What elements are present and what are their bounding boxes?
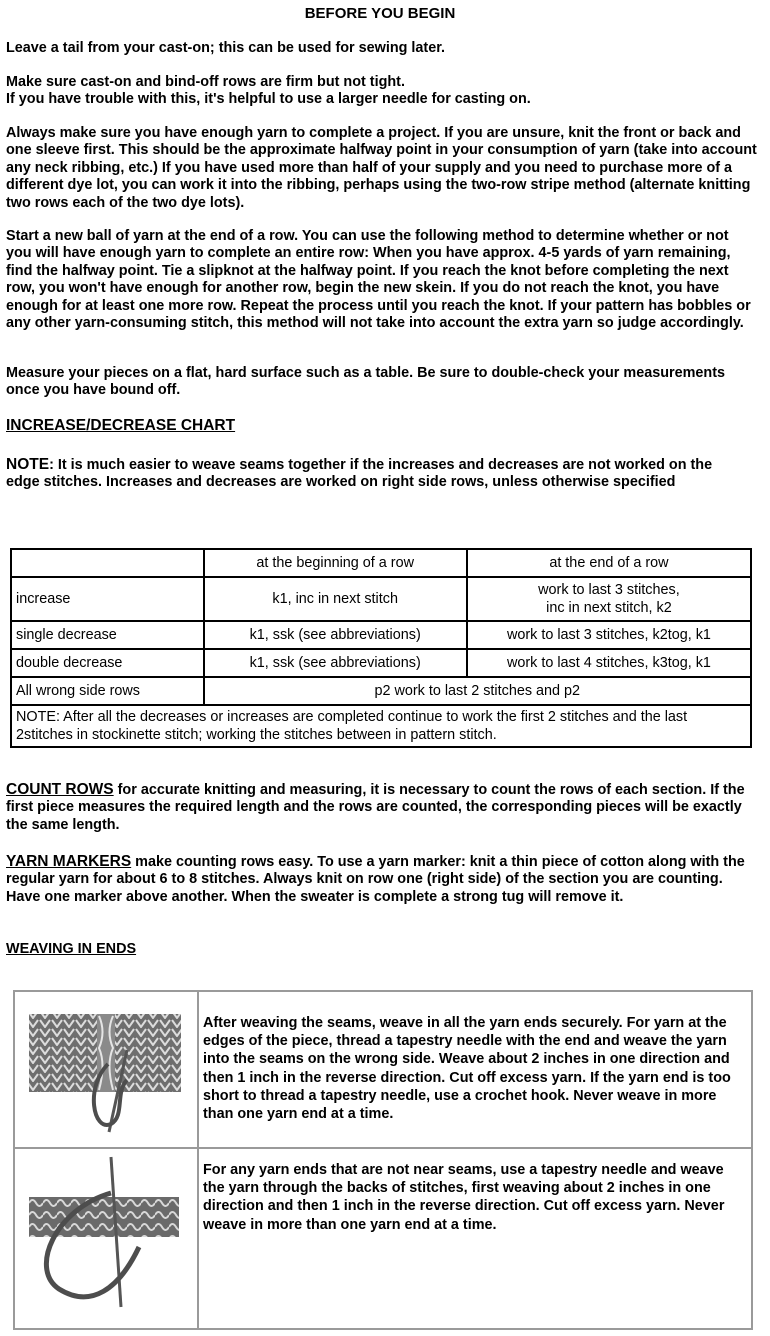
weaving-text: For any yarn ends that are not near seams, use a tapestry needle and weave the yarn through the backs of stitches, first weaving about 2 inches in one direction and then 1 inch in the reverse direction. Cut off excess yarn. Never weave in more than one yarn end at a time. — [203, 1162, 725, 1233]
weaving-table — [13, 990, 753, 1330]
table-row — [11, 621, 751, 649]
table-cell: p2 work to last 2 stitches and p2 — [204, 677, 752, 705]
paragraph-enough-yarn: Always make sure you have enough yarn to complete a project. If you are unsure, knit the front or back and one sleeve first. This should be the approximate halfway point in your consumption of yarn (take into account any neck ribbing, etc.) If you have used more than half of your supply and you need to purchase more of a different dye lot, you can work it into the ribbing, perhaps using the two-row stripe method (alternate knitting two rows each of the two dye lots). — [6, 125, 757, 211]
note-label: NOTE — [6, 456, 50, 473]
table-header-row — [11, 549, 751, 577]
table-header-cell: at the beginning of a row — [204, 549, 467, 577]
table-cell: k1, ssk (see abbreviations) — [204, 649, 467, 677]
yarn-markers-text: make counting rows easy. To use a yarn marker: knit a thin piece of cotton along with the regular yarn for about 6 to 8 stitches. Always knit on row one (right side) of the section you are counting. Have one marker above another. When the sweater is complete a strong tug will remove it. — [6, 854, 745, 905]
table-cell: work to last 4 stitches, k3tog, k1 — [467, 649, 751, 677]
back-weaving-illustration-icon — [15, 1149, 199, 1329]
yarn-markers-label: YARN MARKERS — [6, 853, 132, 870]
cast-on-line-2: If you have trouble with this, it's helpful to use a larger needle for casting on. — [6, 91, 531, 108]
table-cell: work to last 3 stitches, k2tog, k1 — [467, 621, 751, 649]
table-cell: increase — [11, 577, 204, 621]
table-cell: double decrease — [11, 649, 204, 677]
table-note-row — [11, 705, 751, 747]
note-text: : It is much easier to weave seams together if the increases and decreases are not worked on the edge stitches. Increases and decreases are worked on right side rows, unless otherwise specified — [6, 457, 713, 491]
table-cell: k1, inc in next stitch — [204, 577, 467, 621]
paragraph-count-rows — [6, 781, 758, 834]
weaving-heading: WEAVING IN ENDS — [6, 941, 137, 957]
table-cell: All wrong side rows — [11, 677, 204, 705]
table-row — [11, 649, 751, 677]
weaving-row — [15, 992, 751, 1149]
weaving-text: After weaving the seams, weave in all the yarn ends securely. For yarn at the edges of the piece, thread a tapestry needle with the end and weave the yarn into the seams on the wrong side. Weave about 2 inches in one direction and then 1 inch in the reverse direction. Cut off excess yarn. If the yarn end is too short to thread a tapestry needle, use a crochet hook. Never weave in more than one yarn end at a time. — [203, 1015, 731, 1123]
paragraph-measure: Measure your pieces on a flat, hard surface such as a table. Be sure to double-check your measurements once you have bound off. — [6, 365, 725, 399]
table-cell-line: inc in next stitch, k2 — [546, 600, 672, 616]
paragraph-yarn-markers — [6, 853, 758, 906]
table-cell: k1, ssk (see abbreviations) — [204, 621, 467, 649]
increase-decrease-table — [10, 548, 752, 748]
table-note: NOTE: After all the decreases or increases are completed continue to work the first 2 stitches and the last 2stitches in stockinette stitch; working the stitches between in pattern stitch. — [11, 705, 751, 747]
table-row — [11, 577, 751, 621]
table-row — [11, 677, 751, 705]
count-rows-label: COUNT ROWS — [6, 781, 114, 798]
paragraph-tail: Leave a tail from your cast-on; this can be used for sewing later. — [6, 40, 446, 56]
page-title: BEFORE YOU BEGIN — [304, 5, 456, 22]
cast-on-line-1: Make sure cast-on and bind-off rows are firm but not tight. — [6, 74, 405, 90]
table-header-cell — [11, 549, 204, 577]
table-cell — [467, 577, 751, 621]
weaving-row — [15, 1149, 751, 1329]
table-cell-line: work to last 3 stitches, — [538, 582, 680, 598]
paragraph-new-ball: Start a new ball of yarn at the end of a row. You can use the following method to determine whether or not you will have enough yarn to complete an entire row: When you have approx. 4-5 yards of yarn remaining, find the halfway point. Tie a slipknot at the halfway point. If you reach the knot before completing the next row, you won't have enough for another row, begin the new skein. If you do not reach the knot, you have enough for at least one more row. Repeat the process until you reach the knot. If your pattern has bobbles or any other yarn-consuming stitch, this method will not take into account the extra yarn so judge accordingly. — [6, 228, 751, 332]
increase-decrease-heading: INCREASE/DECREASE CHART — [6, 417, 236, 434]
increase-decrease-note — [6, 456, 726, 492]
count-rows-text: for accurate knitting and measuring, it is necessary to count the rows of each section. If the first piece measures the required length and the rows are counted, the corresponding pieces will be exactly the same length. — [6, 782, 745, 833]
paragraph-cast-on — [6, 74, 758, 109]
table-header-cell: at the end of a row — [467, 549, 751, 577]
table-cell: single decrease — [11, 621, 204, 649]
seam-weaving-illustration-icon — [15, 992, 199, 1147]
